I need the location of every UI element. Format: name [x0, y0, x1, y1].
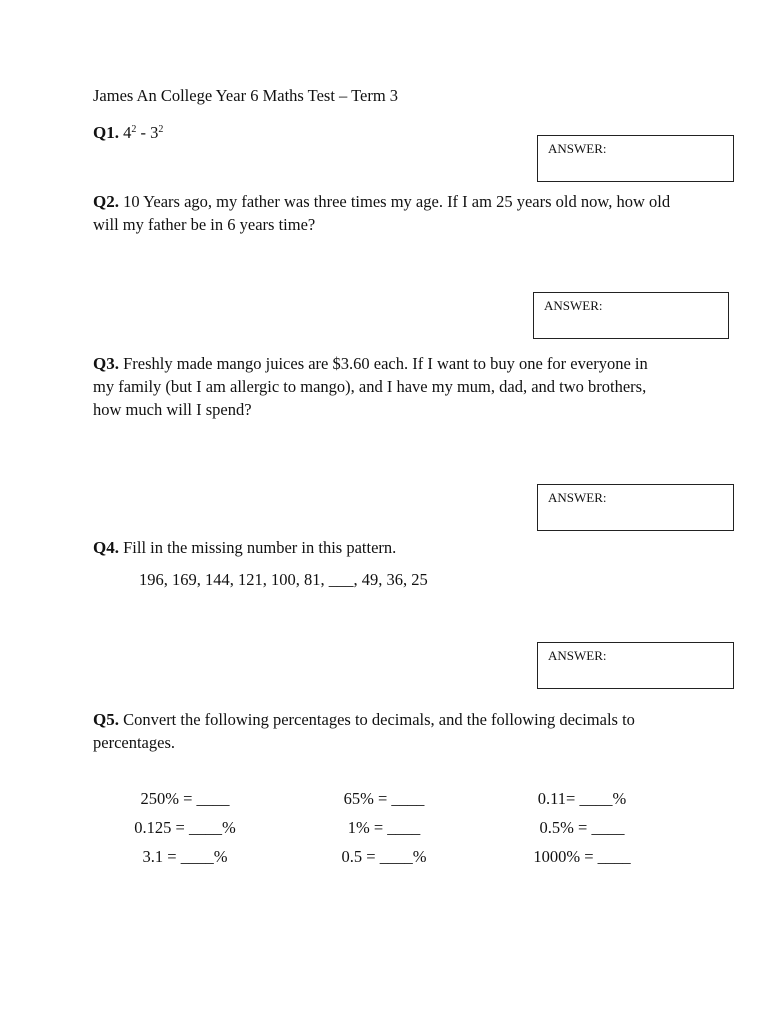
question-1-expression: $4^2 - 3^2$ [123, 123, 164, 142]
question-5-label: Q5. [93, 710, 119, 729]
conversion-item: 0.5% = ____ [539, 818, 625, 837]
number-pattern: 196, 169, 144, 121, 100, 81, ___, 49, 36, 25 [139, 570, 428, 589]
question-4 [93, 536, 683, 559]
answer-label: ANSWER: [548, 141, 607, 156]
answer-box-3[interactable] [537, 484, 734, 531]
question-3-label: Q3. [93, 354, 119, 373]
conversion-item: 1% = ____ [347, 818, 421, 837]
conversion-item: 65% = ____ [343, 789, 425, 808]
answer-label: ANSWER: [544, 298, 603, 313]
answer-box-4[interactable] [537, 642, 734, 689]
question-4-text: Fill in the missing number in this pattern. [118, 538, 397, 557]
conversion-item: 3.1 = ____% [142, 847, 228, 866]
conversion-item: 0.11= ____% [537, 789, 627, 808]
conversion-item: 250% = ____ [140, 789, 230, 808]
question-1-label: Q1. [93, 123, 119, 142]
answer-label: ANSWER: [548, 648, 607, 663]
conversion-item: 0.125 = ____% [134, 818, 236, 837]
question-5-text: Convert the following percentages to decimals, and the following decimals to percentages. [93, 710, 635, 752]
question-5 [93, 708, 673, 754]
answer-box-2[interactable] [533, 292, 729, 339]
question-2-text: 10 Years ago, my father was three times my age. If I am 25 years old now, how old will my father be in 6 years time? [93, 192, 671, 234]
conversion-item: 1000% = ____ [533, 847, 631, 866]
answer-label: ANSWER: [548, 490, 607, 505]
question-3-text: Freshly made mango juices are $3.60 each. If I want to buy one for everyone in my family (but I am allergic to mango), and I have my mum, dad, and two brothers, how much will I spend? [93, 354, 648, 419]
question-3 [93, 352, 668, 421]
test-title: James An College Year 6 Maths Test – Term 3 [93, 86, 399, 105]
conversion-item: 0.5 = ____% [341, 847, 427, 866]
answer-box-1[interactable] [537, 135, 734, 182]
question-2-label: Q2. [93, 192, 119, 211]
question-2 [93, 190, 683, 236]
question-4-label: Q4. [93, 538, 119, 557]
